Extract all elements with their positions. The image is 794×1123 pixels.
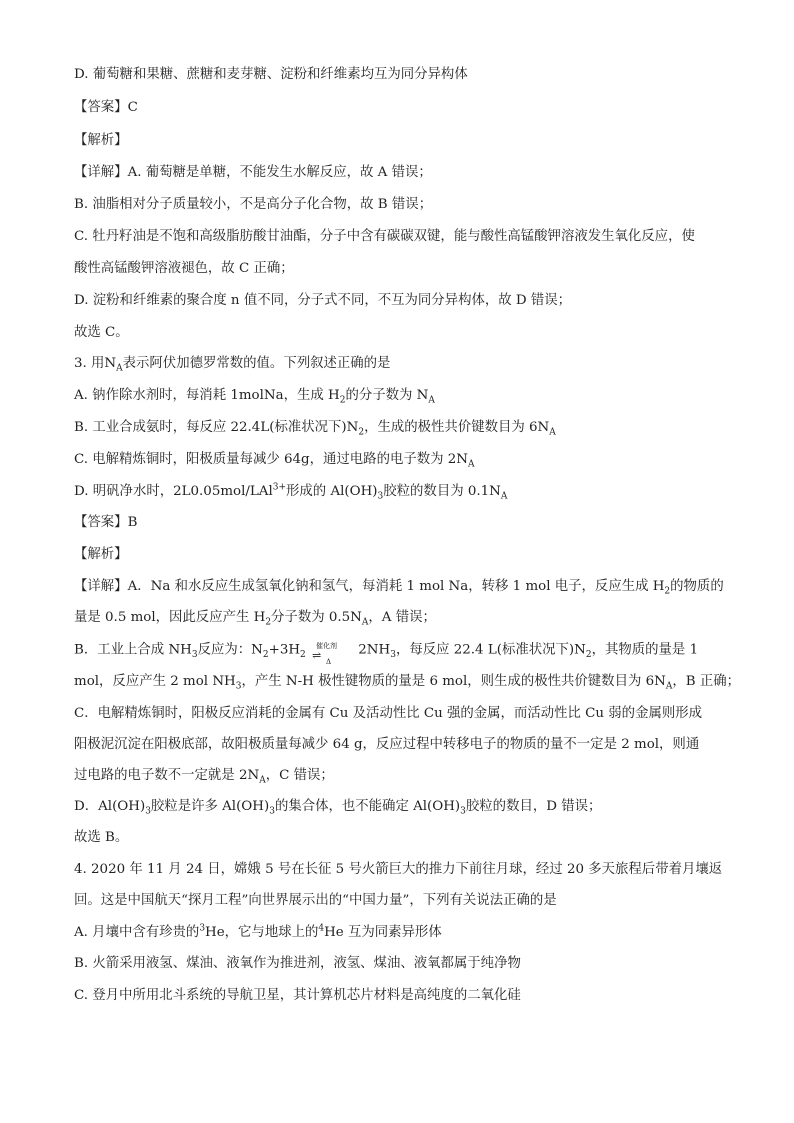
q3-explain-c-line2	[74, 735, 699, 755]
text-fragment: 3	[199, 923, 206, 934]
text-fragment: 分子数为 0.5N	[271, 610, 362, 625]
text-fragment: 2	[262, 650, 269, 661]
q4-option-c	[74, 986, 521, 1006]
text-fragment: 2	[585, 650, 592, 661]
text-fragment: D. 葡萄糖和果糖、蔗糖和麦芽糖、淀粉和纤维素均互为同分异构体	[74, 67, 468, 82]
text-fragment: 4	[318, 923, 325, 934]
text-fragment: 2	[265, 617, 272, 628]
text-fragment: C. 电解精炼铜时，阳极质量每减少 64g，通过电路的电子数为 2N	[74, 452, 469, 467]
arrow-icon: ⇌	[312, 649, 322, 662]
text-fragment: 【解析】	[74, 547, 128, 562]
text-fragment: B．工业上合成 NH	[74, 642, 192, 658]
q3-explain-b-line2	[74, 672, 740, 692]
text-fragment: mol，反应产生 2 mol NH	[74, 674, 236, 689]
text-fragment: 2NH	[358, 642, 391, 658]
text-fragment: D．Al(OH)	[74, 799, 146, 814]
text-fragment: A	[468, 459, 475, 470]
text-fragment: D. 淀粉和纤维素的聚合度 n 值不同，分子式不同，不互为同分异构体，故 D 错误；	[74, 293, 572, 308]
text-fragment: 3	[390, 650, 396, 661]
text-fragment: A	[428, 395, 435, 406]
q4-stem-line2	[74, 891, 557, 911]
text-fragment: +3H	[268, 642, 301, 658]
answer-value: B	[127, 515, 138, 530]
q2-analysis-label	[74, 131, 128, 151]
q3-explain-c-line3	[74, 766, 334, 786]
text-fragment: A	[116, 363, 123, 374]
q3-analysis-label	[74, 545, 128, 565]
text-fragment: 2	[300, 650, 306, 661]
q3-conclusion	[74, 828, 128, 848]
text-fragment: B. 火箭采用液氢、煤油、液氧作为推进剂，液氢、煤油、液氧都属于纯净物	[74, 956, 521, 971]
text-fragment: ，A 错误；	[368, 610, 436, 625]
text-fragment: A．Na 和水反应生成氢氧化钠和氢气，每消耗 1 mol Na，转移 1 mol 电子，反应生成 H	[127, 579, 665, 594]
q3-option-d	[74, 482, 507, 502]
detail-label: 【详解】	[74, 165, 128, 180]
answer-label: 【答案】	[74, 515, 128, 530]
text-fragment: 故选 C。	[74, 325, 129, 340]
text-fragment: B. 油脂相对分子质量较小，不是高分子化合物，故 B 错误；	[74, 197, 433, 212]
text-fragment: 2	[339, 395, 346, 406]
q3-explain-d	[74, 797, 601, 817]
answer-label: 【答案】	[74, 100, 128, 115]
detail-label: 【详解】	[74, 579, 128, 594]
text-fragment: A	[361, 617, 369, 628]
q2-explain-b	[74, 195, 432, 215]
q2-explain-a	[74, 163, 432, 183]
q4-option-b	[74, 954, 521, 974]
text-fragment: 2	[664, 586, 671, 597]
text-fragment: 阳极泥沉淀在阳极底部，故阳极质量每减少 64 g，反应过程中转移电子的物质的量不一定是 2 mol，则通	[74, 737, 700, 752]
text-fragment: 3	[191, 650, 198, 661]
text-fragment: A. 月壤中含有珍贵的	[74, 925, 200, 940]
text-fragment: ，产生 N-H 极性键物质的量是 6 mol，则生成的极性共价键数目为 6N	[241, 674, 666, 689]
text-fragment: 3	[235, 681, 242, 692]
text-fragment: 3	[460, 806, 466, 817]
text-fragment: ，生成的极性共价键数目为 6N	[364, 420, 550, 435]
text-fragment: B. 工业合成氨时，每反应 22.4L(标准状况下)N	[74, 420, 359, 435]
text-fragment: 【解析】	[74, 133, 128, 148]
text-fragment: 3	[377, 491, 384, 502]
q2-explain-c-line1	[74, 227, 695, 247]
q2-explain-d	[74, 291, 571, 311]
q4-option-a	[74, 923, 442, 943]
q3-explain-a-line2	[74, 608, 436, 628]
text-fragment: 酸性高锰酸钾溶液褪色，故 C 正确；	[74, 261, 294, 276]
text-fragment: 2	[358, 427, 365, 438]
text-fragment: 的分子数为 N	[345, 388, 429, 403]
text-fragment: ，其物质的量是 1	[591, 642, 699, 658]
text-fragment: A. 钠作除水剂时，每消耗 1molNa，生成 H	[74, 388, 340, 403]
text-fragment: 胶粒是许多 Al(OH)	[150, 799, 270, 814]
q3-explain-b-line1	[74, 640, 699, 666]
q3-option-b	[74, 418, 556, 438]
q4-stem-line1	[74, 860, 722, 880]
q3-option-c	[74, 450, 475, 470]
delta-label: Δ	[326, 658, 332, 666]
answer-value: C	[127, 100, 138, 115]
text-fragment: 表示阿伏加德罗常数的值。下列叙述正确的是	[122, 356, 391, 371]
text-fragment: He 互为同素异形体	[324, 925, 442, 940]
q3-answer	[74, 513, 137, 533]
text-fragment: 胶粒的数目，D 错误；	[465, 799, 602, 814]
text-fragment: 胶粒的数目为 0.1N	[383, 484, 501, 499]
catalyst-label: 催化剂	[316, 642, 338, 650]
text-fragment: ，每反应 22.4 L(标准状况下)N	[395, 642, 586, 658]
text-fragment: 故选 B。	[74, 830, 129, 845]
text-fragment: 的集合体，也不能确定 Al(OH)	[274, 799, 461, 814]
text-fragment: C. 登月中所用北斗系统的导航卫星，其计算机芯片材料是高纯度的二氧化硅	[74, 988, 521, 1003]
q2-conclusion	[74, 323, 129, 343]
text-fragment: 过电路的电子数不一定就是 2N	[74, 768, 260, 783]
text-fragment: 回。这是中国航天“探月工程”向世界展示出的“中国力量”，下列有关说法正确的是	[74, 893, 557, 908]
q3-explain-c-line1	[74, 704, 702, 724]
q2-option-d	[74, 65, 468, 85]
text-fragment: ，B 正确；	[672, 674, 741, 689]
text-fragment: A	[549, 427, 556, 438]
text-fragment: A	[259, 775, 266, 786]
text-fragment: 4. 2020 年 11 月 24 日，嫦娥 5 号在长征 5 号火箭巨大的推力下前往月球，经过 20 多天旅程后带着月壤返	[74, 862, 723, 877]
q3-option-a	[74, 386, 435, 406]
text-fragment: A	[665, 681, 673, 692]
text-fragment: C. 牡丹籽油是不饱和高级脂肪酸甘油酯，分子中含有碳碳双键，能与酸性高锰酸钾溶液发生氧化反应，使	[74, 229, 695, 244]
text-fragment: 形成的 Al(OH)	[286, 484, 378, 499]
text-fragment: 3+	[272, 482, 287, 493]
q2-explain-c-line2	[74, 259, 294, 279]
text-fragment: 反应为：N	[197, 642, 263, 658]
q3-explain-a-line1	[74, 577, 724, 597]
text-fragment: A. 葡萄糖是单糖，不能发生水解反应，故 A 错误；	[127, 165, 432, 180]
text-fragment: He，它与地球上的	[205, 925, 319, 940]
text-fragment: A	[500, 491, 508, 502]
q2-answer	[74, 98, 138, 118]
text-fragment: C．电解精炼铜时，阳极反应消耗的金属有 Cu 及活动性比 Cu 强的金属，而活动性比 Cu 弱的金属则形成	[74, 706, 703, 721]
text-fragment: 量是 0.5 mol，因此反应产生 H	[74, 610, 266, 625]
text-fragment: ，C 错误；	[265, 768, 334, 783]
text-fragment: 的物质的	[670, 579, 724, 594]
text-fragment: 3	[145, 806, 151, 817]
equilibrium-arrow	[310, 640, 354, 666]
text-fragment: D. 明矾净水时，2L0.05mol/LAl	[74, 484, 273, 499]
text-fragment: 3. 用N	[74, 356, 117, 371]
text-fragment: 3	[269, 806, 275, 817]
q3-stem	[74, 354, 390, 374]
